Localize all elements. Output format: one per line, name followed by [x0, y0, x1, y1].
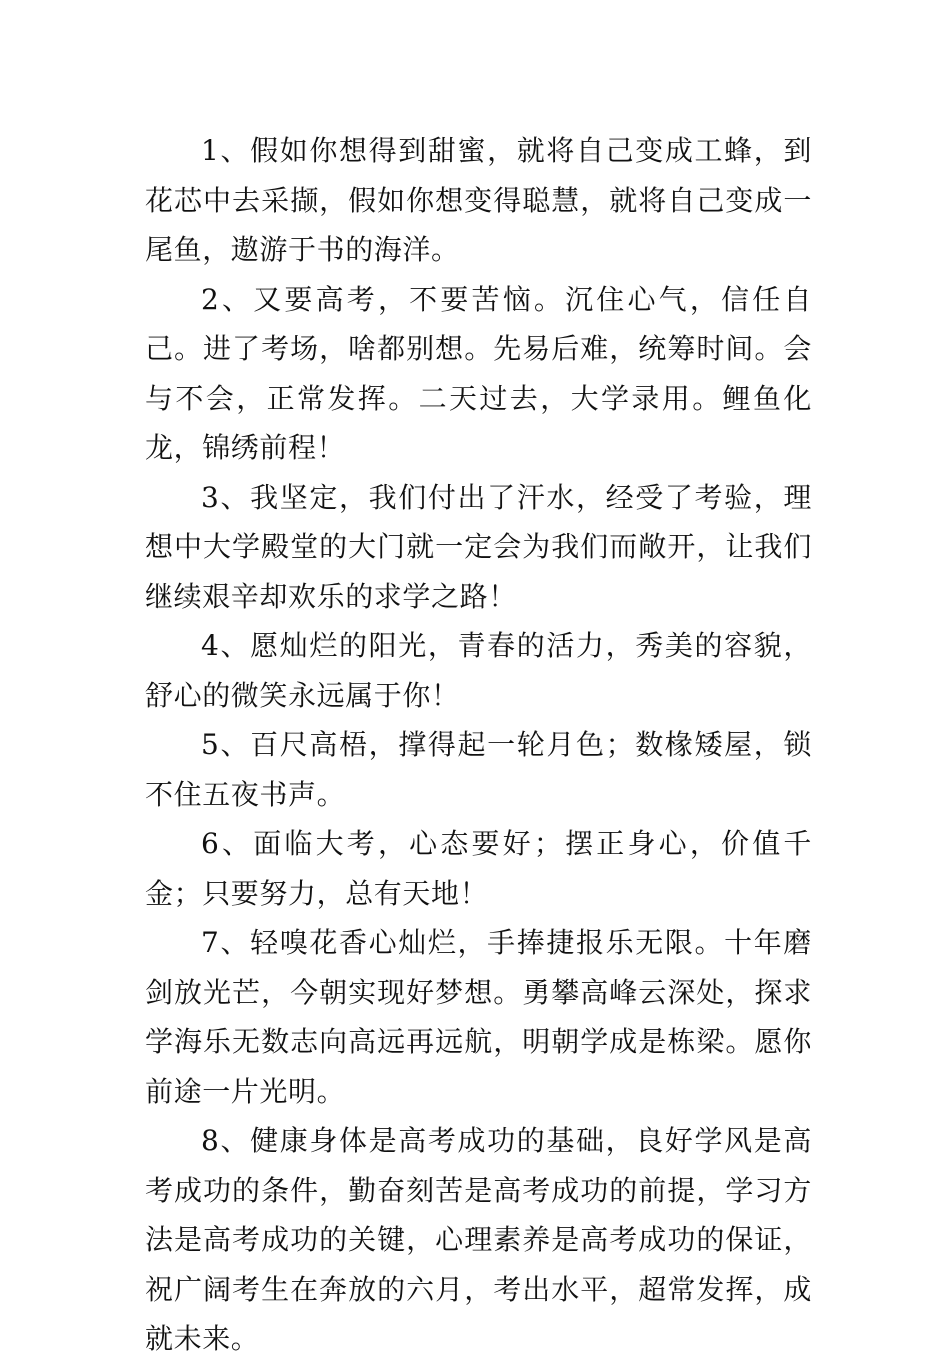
paragraph-1: 1、假如你想得到甜蜜，就将自己变成工蜂，到花芯中去采撷，假如你想变得聪慧，就将自己变成一尾鱼，遨游于书的海洋。: [145, 134, 812, 266]
paragraph-4: 4、愿灿烂的阳光，青春的活力，秀美的容貌，舒心的微笑永远属于你！: [145, 629, 812, 712]
paragraph-6: 6、面临大考，心态要好；摆正身心，价值千金；只要努力，总有天地！: [145, 827, 812, 910]
paragraph-2: 2、又要高考，不要苦恼。沉住心气，信任自己。进了考场，啥都别想。先易后难，统筹时间。会与不会，正常发挥。二天过去，大学录用。鲤鱼化龙，锦绣前程！: [145, 282, 812, 464]
paragraph-3: 3、我坚定，我们付出了汗水，经受了考验，理想中大学殿堂的大门就一定会为我们而敞开，让我们继续艰辛却欢乐的求学之路！: [145, 480, 812, 613]
paragraph-8: 8、健康身体是高考成功的基础，良好学风是高考成功的条件，勤奋刻苦是高考成功的前提，学习方法是高考成功的关键，心理素养是高考成功的保证，祝广阔考生在奔放的六月，考出水平，超常发挥，成就未来。: [145, 1124, 812, 1355]
paragraph-5: 5、百尺高梧，撑得起一轮月色；数椽矮屋，锁不住五夜书声。: [145, 728, 812, 811]
paragraph-7: 7、轻嗅花香心灿烂，手捧捷报乐无限。十年磨剑放光芒，今朝实现好梦想。勇攀高峰云深处，探求学海乐无数志向高远再远航，明朝学成是栋梁。愿你前途一片光明。: [145, 926, 812, 1108]
